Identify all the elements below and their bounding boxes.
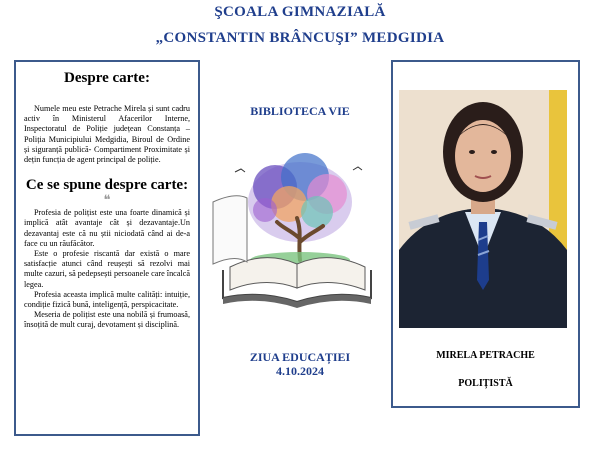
- testimonial-paragraph: Profesia de polițist este una foarte dinamică și implică atât avantaje cât și dezavantaje.Un dezavantaj este că nu știi niciodată când ai de-a face cu un răufăcător.: [24, 208, 190, 248]
- library-title: BIBLIOTECA VIE: [250, 104, 350, 118]
- testimonial-paragraph: Profesia aceasta implică multe calități: intuiție, condiție fizică bună, inteligență, perspicacitate.: [24, 289, 190, 310]
- testimonial-paragraph: Este o profesie riscantă dar există o mare satisfacție atunci când reușești să rezolvi mai multe cazuri, să pedepsești persoanele care încalcă legea.: [24, 249, 190, 289]
- school-full-name: „CONSTANTIN BRÂNCUŞI” MEDGIDIA: [155, 30, 445, 46]
- about-text: Numele meu este Petrache Mirela și sunt cadru activ în Ministerul Afacerilor Interne, Inspectoratul de Poliție județean Constanța – Poliția Municipiului Medgidia, Biroul de Ordine și siguranță publică- Compartiment Proximitate și dețin funcția de agent principal de poliție.: [24, 104, 190, 165]
- book-tree-illustration: [205, 142, 385, 310]
- event-date: 4.10.2024: [276, 364, 324, 378]
- school-name: ŞCOALA GIMNAZIALĂ: [214, 4, 386, 20]
- portrait-photo: [399, 90, 567, 328]
- about-title: Despre carte:: [64, 70, 150, 86]
- event-name: ZIUA EDUCAȚIEI: [249, 350, 351, 364]
- event-block: [210, 350, 390, 378]
- person-role: POLIȚISTĂ: [458, 378, 513, 389]
- testimonial-paragraph: Meseria de polițist este una nobilă și frumoasă, însoțită de mult curaj, devotament și disciplină.: [24, 310, 190, 330]
- person-name: MIRELA PETRACHE: [436, 350, 535, 361]
- others-title: Ce se spune despre carte:: [25, 177, 189, 194]
- about-book-panel: [14, 60, 200, 436]
- quote-icon: ❝: [103, 192, 111, 208]
